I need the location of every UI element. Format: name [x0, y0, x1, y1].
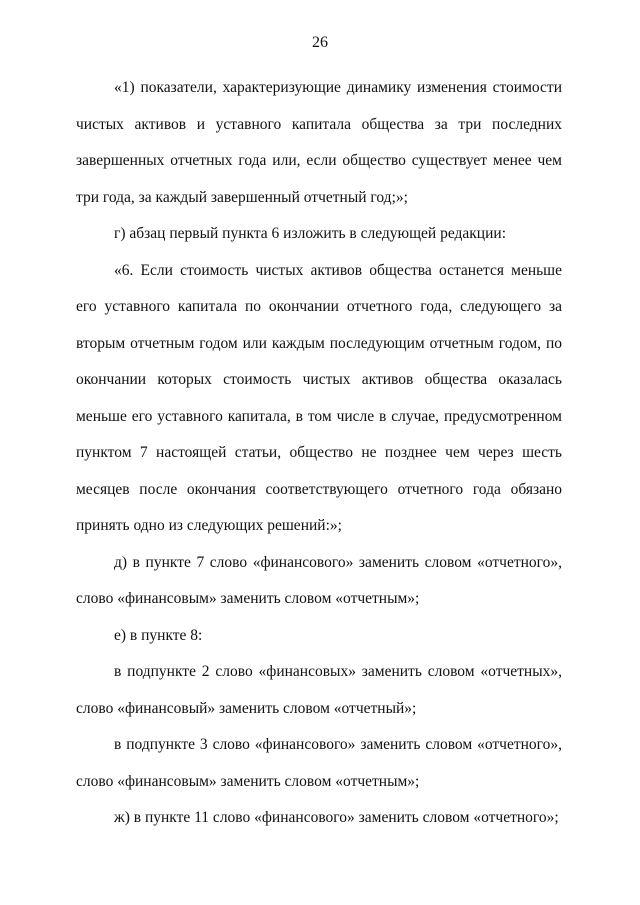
document-body	[76, 70, 562, 837]
page-number: 26	[312, 34, 328, 51]
paragraph-1: «1) показатели, характеризующие динамику изменения стоимости чистых активов и уставного капитала общества за три последних завершенных отчетных года или, если общество существует менее чем три года, за каждый завершенный отчетный год;»;	[76, 79, 562, 206]
paragraph-4: д) в пункте 7 слово «финансового» заменить словом «отчетного», слово «финансовым» заменить словом «отчетным»;	[76, 553, 562, 607]
paragraph-2: г) абзац первый пункта 6 изложить в следующей редакции:	[114, 225, 507, 242]
paragraph-6: в подпункте 2 слово «финансовых» заменить словом «отчетных», слово «финансовый» заменить словом «отчетный»;	[76, 663, 562, 717]
paragraph-5: е) в пункте 8:	[114, 626, 203, 644]
paragraph-8: ж) в пункте 11 слово «финансового» заменить словом «отчетного»;	[114, 809, 559, 826]
paragraph-3: «6. Если стоимость чистых активов общества останется меньше его уставного капитала по окончании отчетного года, следующего за вторым отчетным годом или каждым последующим отчетным годом, по окончании которых стоимость чистых активов общества оказалась меньше его уставного капитала, в том числе в случае, предусмотренном пунктом 7 настоящей статьи, общество не позднее чем через шесть месяцев после окончания соответствующего отчетного года обязано принять одно из следующих решений:»;	[76, 261, 562, 534]
paragraph-7: в подпункте 3 слово «финансового» заменить словом «отчетного», слово «финансовым» заменить словом «отчетным»;	[76, 736, 562, 790]
